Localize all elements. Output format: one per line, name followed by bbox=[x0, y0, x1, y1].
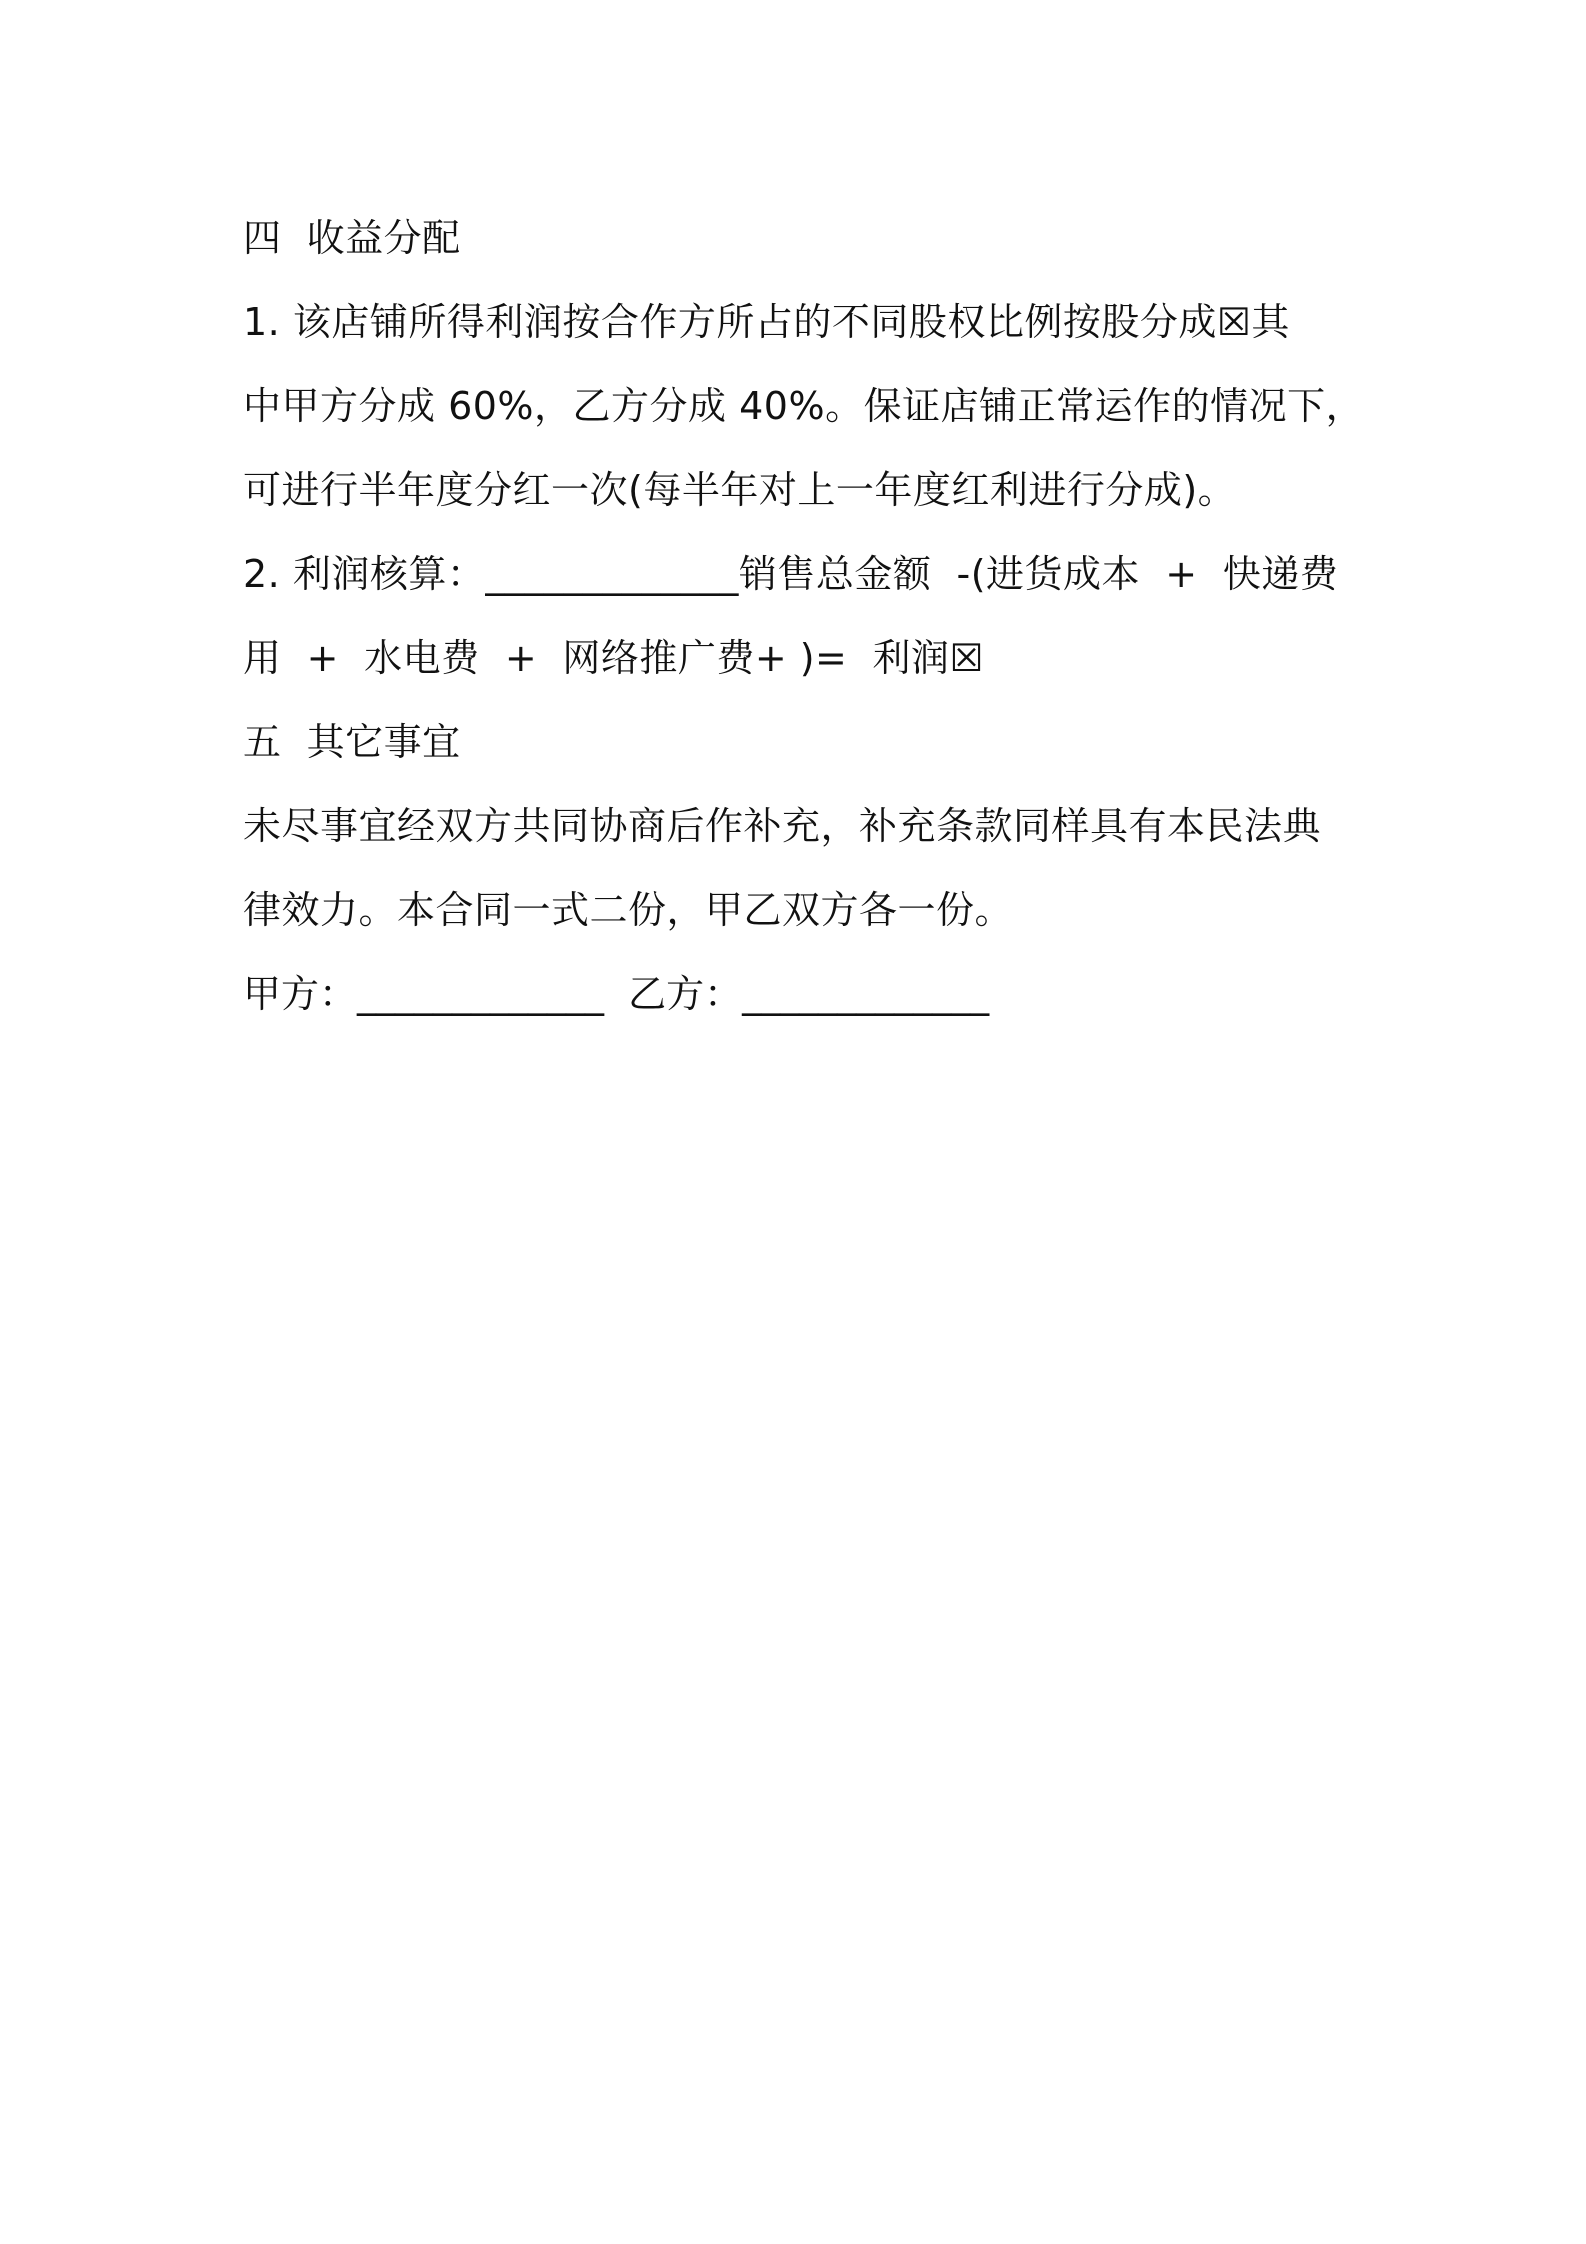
section-4-heading: 四 收益分配 bbox=[243, 216, 461, 260]
signature-line: 甲方：_____________ 乙方：_____________ bbox=[243, 972, 990, 1016]
section-4-item-1-line-2: 中甲方分成 60%，乙方分成 40%。保证店铺正常运作的情况下， bbox=[243, 384, 1365, 428]
section-4-item-1-line-1: 1. 该店铺所得利润按合作方所占的不同股权比例按股分成☒其 bbox=[243, 300, 1290, 344]
section-4-item-1-line-3: 可进行半年度分红一次(每半年对上一年度红利进行分成)。 bbox=[243, 468, 1237, 512]
section-4-item-2-line-2: 用 + 水电费 + 网络推广费+ )= 利润☒ bbox=[243, 636, 985, 680]
section-4-item-2-line-1: 2. 利润核算：_____________销售总金额 -(进货成本 + 快递费 bbox=[243, 552, 1339, 596]
section-5-body-line-1: 未尽事宜经双方共同协商后作补充，补充条款同样具有本民法典 bbox=[243, 804, 1322, 848]
document-body bbox=[243, 196, 1363, 1036]
section-5-heading: 五 其它事宜 bbox=[243, 720, 461, 764]
section-5-body-line-2: 律效力。本合同一式二份，甲乙双方各一份。 bbox=[243, 888, 1014, 932]
